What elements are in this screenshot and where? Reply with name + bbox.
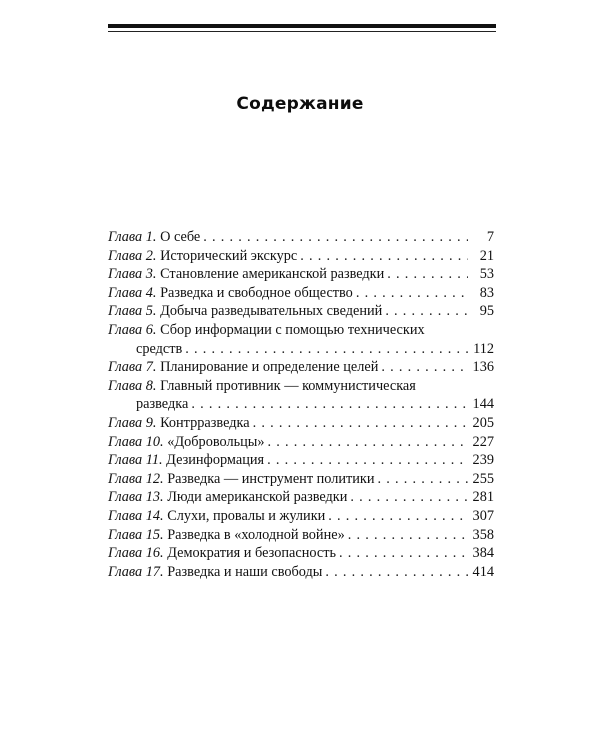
chapter-number: Глава 11.	[108, 452, 163, 469]
toc-entry-17	[108, 563, 494, 582]
dot-leader	[267, 451, 468, 470]
chapter-title: Сбор информации с помощью технических	[160, 321, 425, 338]
toc-entry-5	[108, 302, 494, 321]
chapter-title: Главный противник — коммунистическая	[160, 377, 416, 394]
page-number: 414	[472, 563, 494, 580]
chapter-title: Люди американской разведки	[167, 489, 348, 506]
chapter-number: Глава 15.	[108, 526, 164, 543]
chapter-number: Глава 5.	[108, 303, 157, 320]
toc-entry-16	[108, 544, 494, 563]
toc-entry-3	[108, 265, 494, 284]
toc-entry-6	[108, 321, 494, 340]
chapter-title: Разведка в «холодной войне»	[167, 526, 345, 543]
toc-entry-10	[108, 433, 494, 452]
dot-leader	[325, 563, 468, 582]
page-number: 95	[479, 303, 494, 320]
page-number: 112	[473, 340, 494, 357]
header-rule-thin	[108, 31, 496, 32]
chapter-number: Глава 4.	[108, 284, 157, 301]
dot-leader	[356, 284, 468, 303]
dot-leader	[350, 488, 468, 507]
chapter-number: Глава 17.	[108, 563, 164, 580]
dot-leader	[381, 358, 468, 377]
chapter-title: Добыча разведывательных сведений	[160, 303, 383, 320]
chapter-title: Планирование и определение целей	[160, 359, 379, 376]
chapter-title-continued: средств	[136, 340, 183, 357]
dot-leader	[348, 526, 468, 545]
dot-leader	[191, 395, 468, 414]
chapter-title: «Добровольцы»	[167, 433, 265, 450]
toc-entry-6-continued	[108, 340, 494, 359]
chapter-title: Демократия и безопасность	[167, 545, 336, 562]
page-number: 53	[479, 266, 494, 283]
toc-entry-2	[108, 247, 494, 266]
page-number: 144	[472, 396, 494, 413]
page-number: 7	[486, 229, 494, 245]
page-number: 227	[472, 433, 494, 450]
toc-entry-12	[108, 470, 494, 489]
chapter-number: Глава 10.	[108, 433, 164, 450]
chapter-number: Глава 2.	[108, 247, 157, 264]
dot-leader	[268, 433, 468, 452]
chapter-title: Становление американской разведки	[160, 266, 385, 283]
chapter-title: Слухи, провалы и жулики	[167, 507, 326, 524]
chapter-number: Глава 8.	[108, 377, 157, 394]
toc-entry-9	[108, 414, 494, 433]
dot-leader	[339, 544, 468, 563]
chapter-title: Исторический экскурс	[160, 247, 298, 264]
page-number: 83	[479, 284, 494, 301]
table-of-contents	[108, 228, 494, 581]
chapter-number: Глава 3.	[108, 266, 157, 283]
chapter-number: Глава 13.	[108, 489, 164, 506]
toc-entry-11	[108, 451, 494, 470]
page-number: 384	[472, 545, 494, 562]
page-number: 358	[472, 526, 494, 543]
chapter-title-continued: разведка	[136, 396, 189, 413]
chapter-number: Глава 12.	[108, 470, 164, 487]
toc-entry-13	[108, 488, 494, 507]
chapter-title: Разведка и наши свободы	[167, 563, 323, 580]
dot-leader	[203, 228, 468, 247]
chapter-title: Контрразведка	[160, 414, 250, 431]
dot-leader	[328, 507, 468, 526]
chapter-title: Дезинформация	[166, 452, 265, 469]
dot-leader	[253, 414, 468, 433]
dot-leader	[185, 340, 468, 359]
page-title: Содержание	[236, 94, 364, 114]
chapter-title: О себе	[160, 229, 201, 245]
dot-leader	[387, 265, 468, 284]
toc-entry-4	[108, 284, 494, 303]
chapter-title: Разведка — инструмент политики	[167, 470, 375, 487]
toc-entry-1	[108, 228, 494, 247]
page-number: 281	[472, 489, 494, 506]
chapter-number: Глава 1.	[108, 229, 157, 245]
chapter-number: Глава 7.	[108, 359, 157, 376]
page-number: 307	[472, 507, 494, 524]
chapter-number: Глава 9.	[108, 414, 157, 431]
dot-leader	[300, 247, 468, 266]
page-number: 255	[472, 470, 494, 487]
chapter-title: Разведка и свободное общество	[160, 284, 353, 301]
header-rule-thick	[108, 24, 496, 28]
page-number: 205	[472, 414, 494, 431]
chapter-number: Глава 14.	[108, 507, 164, 524]
chapter-number: Глава 6.	[108, 321, 157, 338]
dot-leader	[385, 302, 468, 321]
toc-entry-15	[108, 526, 494, 545]
chapter-number: Глава 16.	[108, 545, 164, 562]
toc-entry-7	[108, 358, 494, 377]
page-number: 239	[472, 452, 494, 469]
page-number: 21	[479, 247, 494, 264]
dot-leader	[378, 470, 468, 489]
toc-entry-8-continued	[108, 395, 494, 414]
page-number: 136	[472, 359, 494, 376]
toc-entry-8	[108, 377, 494, 396]
toc-entry-14	[108, 507, 494, 526]
